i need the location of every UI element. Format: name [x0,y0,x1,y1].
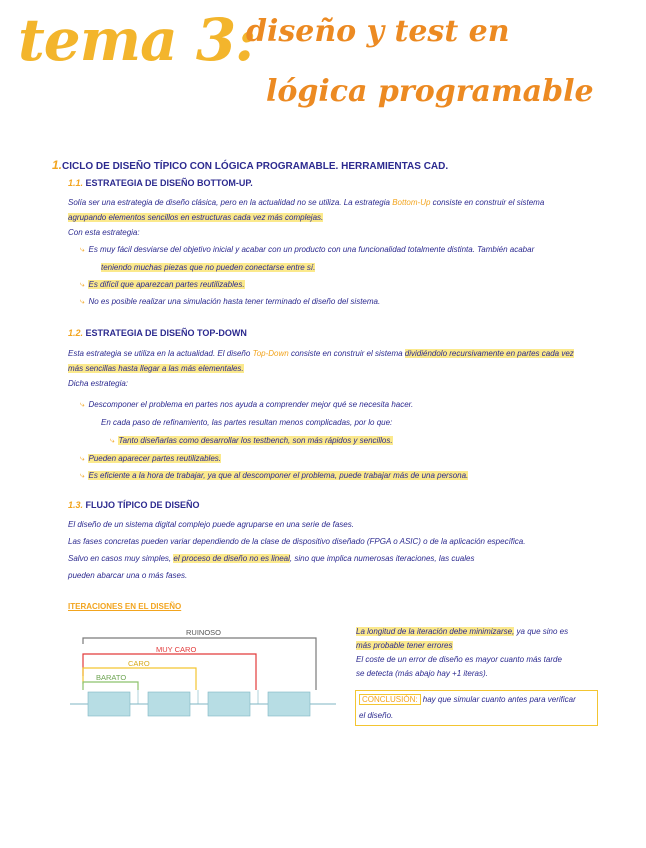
list-item [80,294,380,309]
phase-box [148,692,190,716]
highlighted-text: dividiéndolo recursivamente en partes cada vez [404,349,574,358]
caro-label: CARO [128,659,150,668]
arrow-icon: ⤷ [110,436,115,445]
arrow-icon: ⤷ [80,471,85,480]
section-1-3-line-4: pueden abarcar una o más fases. [68,571,188,580]
highlighted-text: Pueden aparecer partes reutilizables. [88,454,222,463]
arrow-icon: ⤷ [80,280,85,289]
section-1-3-text [68,516,613,584]
text-span: consiste en construir el sistema [288,349,405,358]
highlighted-text: el proceso de diseño no es lineal [173,554,290,563]
phase-box [88,692,130,716]
arrow-icon: ⤷ [80,297,85,306]
text-span: hay que simular cuanto antes para verificar [420,695,576,704]
section-1-3-line-2: Las fases concretas pueden variar dependiendo de la clase de dispositivo diseñado (FPGA o ASIC) o de la aplicación específica. [68,537,526,546]
highlighted-text: Es eficiente a la hora de trabajar, ya que al descomponer el problema, puede trabajar más de una persona. [88,471,469,480]
section-1-2-heading [68,328,247,338]
conclusion-box [355,690,598,726]
section-1-2-line-1 [68,346,613,361]
iterations-heading: ITERACIONES EN EL DISEÑO [68,602,182,611]
highlighted-text: teniendo muchas piezas que no pueden conectarse entre sí. [101,263,316,272]
section-1-3-heading [68,500,200,510]
section-1-2-number: 1.2. [68,328,84,338]
list-sub-sub-item [110,433,393,448]
top-down-term: Top-Down [252,349,289,358]
highlighted-text: Es difícil que aparezcan partes reutilizables. [88,280,245,289]
barato-line [83,682,138,690]
text-span: Salvo en casos muy simples, [68,554,174,563]
section-1-title: CICLO DE DISEÑO TÍPICO CON LÓGICA PROGRAMABLE. HERRAMIENTAS CAD. [62,161,449,172]
bottom-up-term: Bottom-Up [392,198,431,207]
text-span: , sino que implica numerosas iteraciones, las cuales [289,554,475,563]
text-span: ya que sino es [514,627,569,636]
muy-caro-line [83,654,256,690]
section-1-3-line-1: El diseño de un sistema digital complejo puede agruparse en una serie de fases. [68,520,354,529]
note-line: se detecta (más abajo hay +1 iteras). [356,669,488,678]
highlighted-text: más probable tener errores [356,641,453,650]
section-1-3-line-3 [68,550,613,567]
conclusion-label: CONCLUSIÓN: [359,694,421,705]
iteration-notes [356,625,611,681]
section-1-2-text [68,346,613,391]
text-span: Solía ser una estrategia de diseño clásica, pero en la actualidad no se utiliza. La estrategia [68,198,393,207]
section-1-2-line-2 [68,361,613,376]
title-line-2: lógica programable [266,74,594,109]
section-1-1-number: 1.1. [68,178,84,188]
bullet-text: No es posible realizar una simulación hasta tener terminado el diseño del sistema. [88,297,381,306]
list-item-continuation [101,260,315,275]
section-1-3-title: FLUJO TÍPICO DE DISEÑO [85,500,200,510]
list-item [80,242,534,257]
bullet-text: En cada paso de refinamiento, las partes resultan menos complicadas, por lo que: [101,418,393,427]
connector [190,690,198,704]
section-1-1-line-2 [68,210,608,225]
arrow-icon: ⤷ [80,245,85,254]
section-1-1-text [68,195,608,240]
highlighted-text: La longitud de la iteración debe minimizarse, [356,627,515,636]
list-item [80,451,221,466]
list-item [80,468,468,483]
highlighted-text: Tanto diseñarlas como desarrollar los testbench, son más rápidos y sencillos. [118,436,393,445]
arrow-icon: ⤷ [80,400,85,409]
bullet-text: Descomponer el problema en partes nos ayuda a comprender mejor qué se necesita hacer. [88,400,414,409]
text-span: Esta estrategia se utiliza en la actualidad. El diseño [68,349,253,358]
conclusion-line: el diseño. [359,711,394,720]
section-1-2-title: ESTRATEGIA DE DISEÑO TOP-DOWN [85,328,247,338]
section-1-number: 1. [52,158,63,172]
connector [130,690,138,704]
title-line-1: diseño y test en [246,14,510,49]
list-sub-item [101,415,392,430]
phase-box [268,692,310,716]
highlighted-text: agrupando elementos sencillos en estructuras cada vez más complejas. [68,213,324,222]
text-span: consiste en construir el sistema [430,198,545,207]
muy-caro-label: MUY CARO [156,645,197,654]
note-line [356,639,611,653]
section-1-2-line-3: Dicha estrategia: [68,379,129,388]
barato-label: BARATO [96,673,127,682]
highlighted-text: más sencillas hasta llegar a las más elementales. [68,364,244,373]
conclusion-line [359,692,594,708]
section-1-heading [52,158,448,172]
bullet-text: Es muy fácil desviarse del objetivo inicial y acabar con un producto con una funcionalidad totalmente distinta. También acabar [88,245,535,254]
note-line: El coste de un error de diseño es mayor cuanto más tarde [356,655,562,664]
note-line [356,625,611,639]
list-item [80,277,245,292]
phase-box [208,692,250,716]
section-1-3-number: 1.3. [68,500,84,510]
section-1-1-line-1 [68,195,608,210]
list-item [80,397,413,412]
ruinoso-label: RUINOSO [186,628,222,637]
section-1-1-line-3: Con esta estrategia: [68,228,140,237]
section-1-1-title: ESTRATEGIA DE DISEÑO BOTTOM-UP. [85,178,253,188]
iterations-diagram [68,624,338,724]
connector [250,690,258,704]
arrow-icon: ⤷ [80,454,85,463]
section-1-1-heading [68,178,253,188]
page-title: tema 3: [18,6,256,74]
